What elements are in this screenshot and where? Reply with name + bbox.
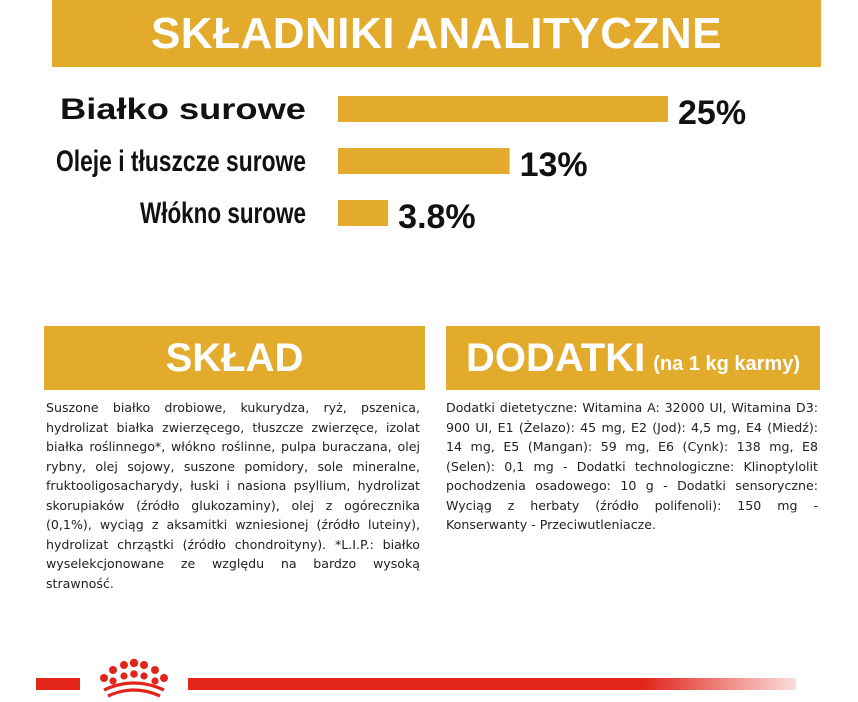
composition-text: Suszone białko drobiowe, kukurydza, ryż, pszenica, hydrolizat białka zwierzęcego, tłuszcze zwierzęce, izolat białka roślinnego*, włókno roślinne, pulpa buraczana, olej rybny, olej sojowy, suszone pomidory, sole mineralne, fruktooligosacharydy, łuski i nasiona psyllium, hydrolizat skorupiaków (źródło glukozaminy), olej z ogórecznika (0,1%), wyciąg z aksamitki wzniesionej (źródło luteiny), hydrolizat chrząstki (źródło chondroityny). *L.I.P.: białko wyselekcjonowane ze względu na bardzo wysoką strawność. [46, 400, 420, 591]
royal-crown-icon [80, 654, 188, 702]
category-label: Białko surowe [60, 93, 306, 126]
category-label: Włókno surowe [140, 197, 306, 230]
additives-subtitle: (na 1 kg karmy) [653, 352, 800, 375]
value-label: 3.8% [398, 198, 476, 236]
nutrient-bar-chart [0, 80, 858, 240]
composition-title: SKŁAD [165, 335, 304, 380]
composition-header [44, 326, 425, 390]
title-banner [52, 0, 821, 67]
additives-title: DODATKI [466, 335, 646, 380]
additives-header [446, 326, 820, 390]
additives-text: Dodatki dietetyczne: Witamina A: 32000 UI, Witamina D3: 900 UI, E1 (Żelazo): 45 mg, E2 (Jod): 4,5 mg, E4 (Miedź): 14 mg, E5 (Mangan): 59 mg, E6 (Cynk): 138 mg, E8 (Selen): 0,1 mg - Dodatki technologiczne: Klinoptylolit pochodzenia osadowego: 10 g - Dodatki sensoryczne: Wyciąg z herbaty (źródło polifenoli): 150 mg - Konserwanty - Przeciwutleniacze. [446, 400, 818, 532]
value-label: 25% [678, 94, 747, 132]
value-label: 13% [519, 146, 588, 184]
chart-title: SKŁADNIKI ANALITYCZNE [150, 8, 723, 58]
bar [338, 96, 668, 122]
category-label: Oleje i tłuszcze surowe [56, 145, 306, 178]
bar [338, 148, 510, 174]
bar [338, 200, 388, 226]
